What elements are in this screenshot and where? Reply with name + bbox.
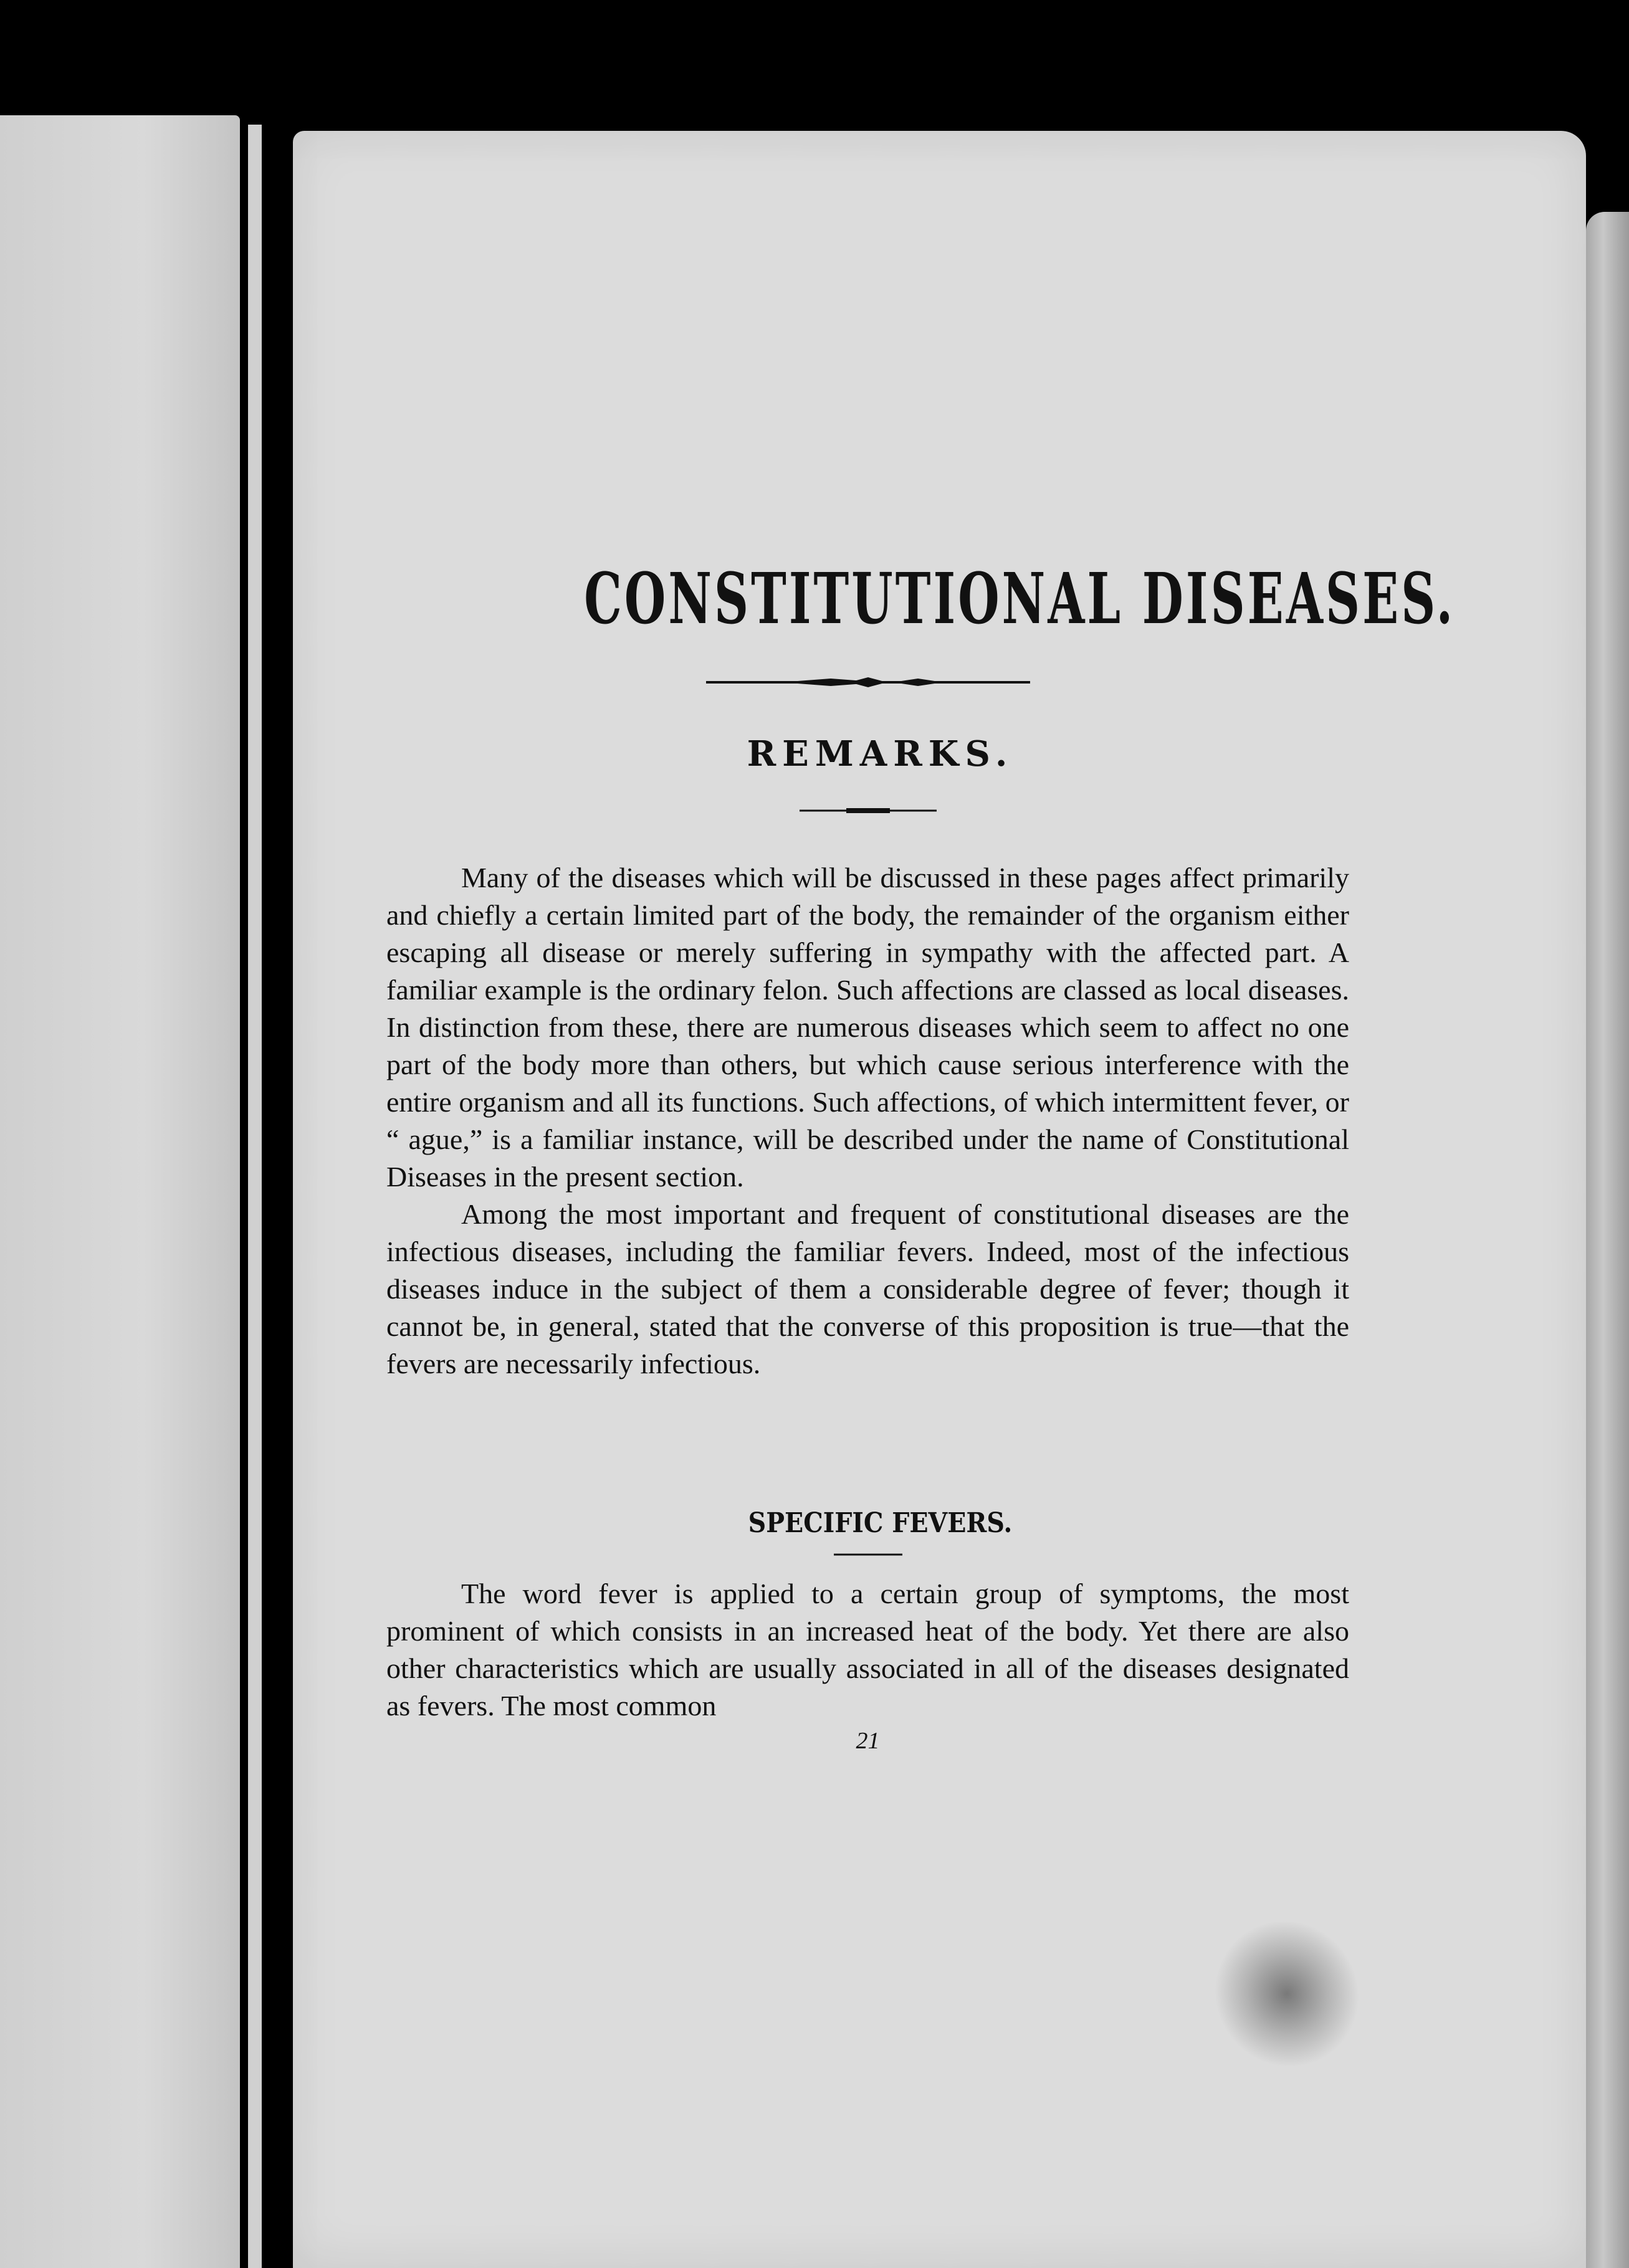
specific-fevers-text bbox=[386, 1575, 1349, 1725]
page-edge-right bbox=[1586, 212, 1629, 2268]
page-number: 21 bbox=[856, 1728, 880, 1755]
section-subtitle: REMARKS. bbox=[747, 733, 1014, 775]
divider-rule bbox=[834, 1553, 902, 1556]
ornamental-rule bbox=[706, 675, 1030, 690]
paragraph: The word fever is applied to a certain group of symptoms, the most prominent of which consists in an increased heat of the body. Yet there are also other characteristics which are usually associated in all of the diseases designated as fevers. The most common bbox=[386, 1578, 1349, 1722]
short-rule bbox=[800, 806, 937, 816]
previous-page-edge bbox=[0, 115, 240, 2268]
book-gutter bbox=[248, 125, 262, 2268]
paragraph: Among the most important and frequent of constitutional diseases are the infectious diseases, including the familiar fevers. Indeed, most of the infectious diseases induce in the subject of them a considerable degree of fever; though it cannot be, in general, stated that the converse of this proposition is true—that the fevers are necessarily infectious. bbox=[386, 1198, 1349, 1380]
section-heading: SPECIFIC FEVERS. bbox=[748, 1507, 1013, 1540]
page-content bbox=[386, 558, 1456, 1755]
paragraph: Many of the diseases which will be discussed in these pages affect primarily and chiefly a certain limited part of the body, the remainder of the organism either escaping all disease or merely suffering in sympathy with the affected part. A familiar example is the ordinary felon. Such affections are classed as local diseases. In distinction from these, there are numerous diseases which seem to affect no one part of the body more than others, but which cause serious interference with the entire organism and all its functions. Such affections, of which intermittent fever, or “ ague,” is a familiar instance, will be described under the name of Constitutional Diseases in the present section. bbox=[386, 862, 1349, 1193]
page-title: CONSTITUTIONAL DISEASES. bbox=[584, 558, 1456, 640]
remarks-text bbox=[386, 859, 1349, 1383]
